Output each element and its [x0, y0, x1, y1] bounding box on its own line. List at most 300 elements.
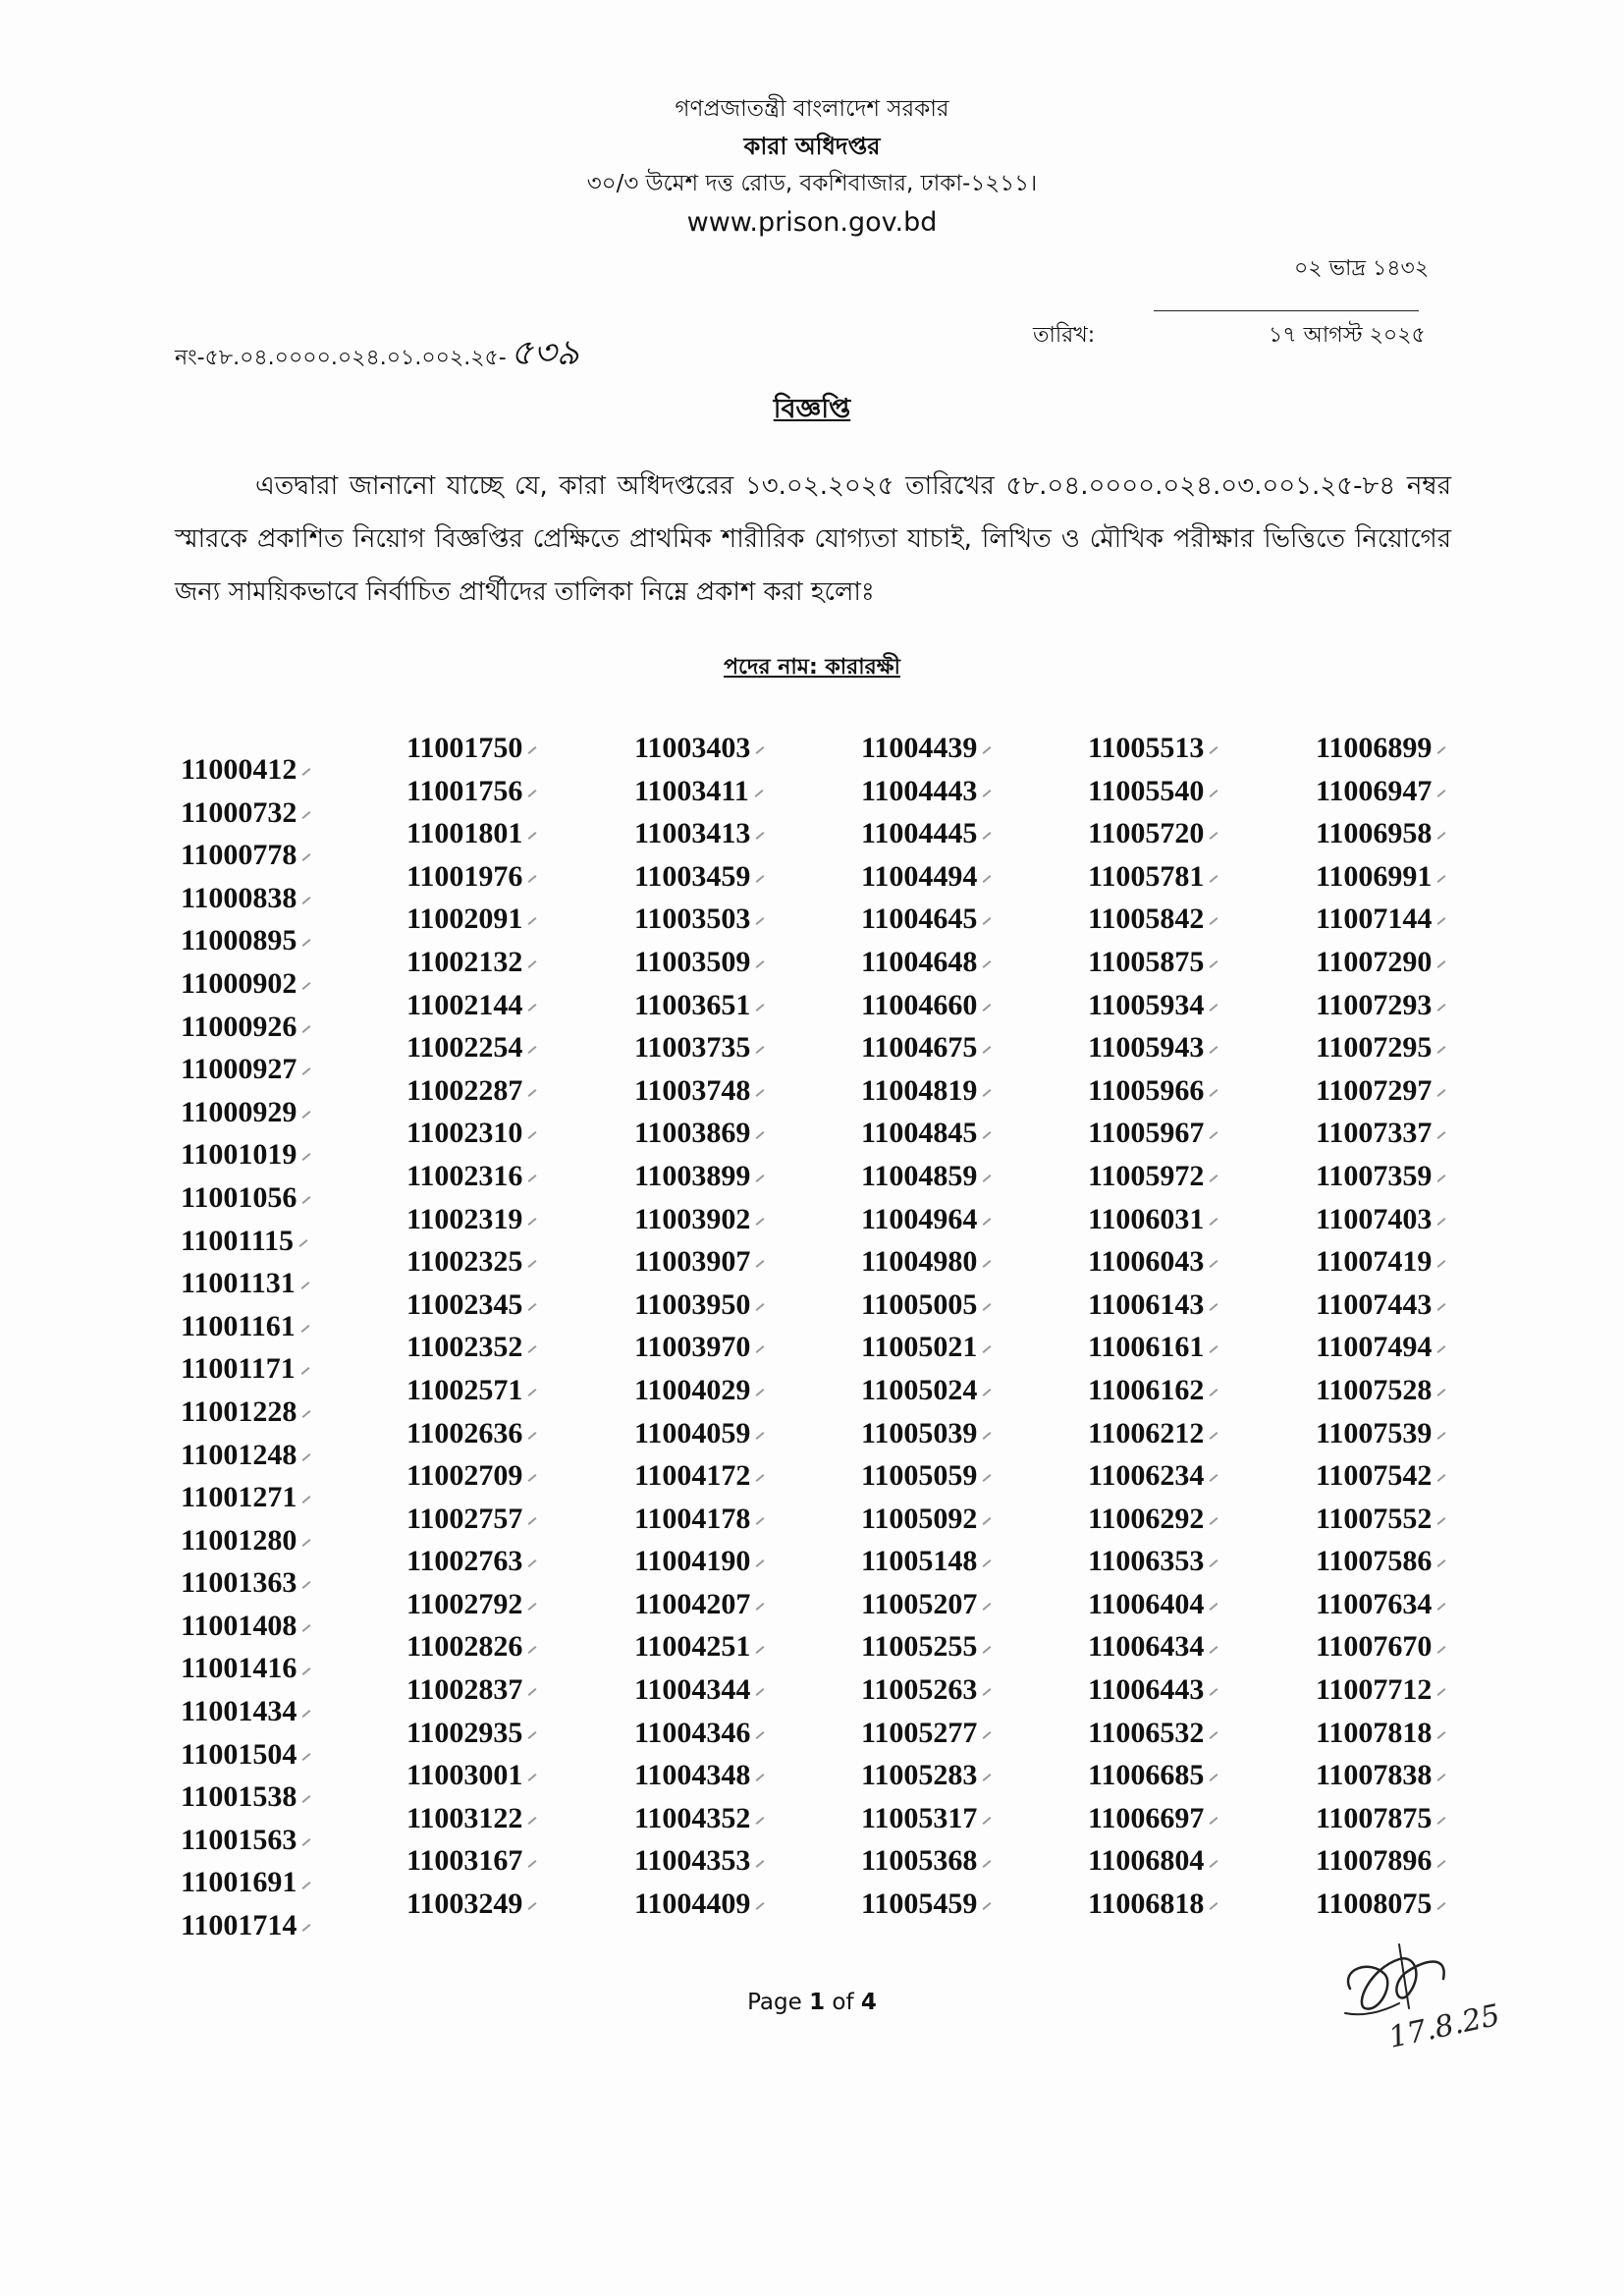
check-mark-icon — [756, 1688, 765, 1696]
roll-number-text: 11006947 — [1316, 774, 1433, 807]
roll-number-text: 11007419 — [1316, 1245, 1433, 1279]
check-mark-icon — [756, 1902, 765, 1910]
roll-number-text: 11006161 — [1088, 1331, 1205, 1364]
candidate-roll-number — [861, 1583, 992, 1626]
candidate-roll-number — [181, 1434, 311, 1477]
candidate-roll-number — [1088, 1026, 1218, 1069]
roll-number-text: 11002935 — [406, 1716, 523, 1749]
candidate-column — [406, 727, 537, 1926]
check-mark-icon — [1210, 1559, 1218, 1567]
roll-number-text: 11001691 — [181, 1866, 298, 1899]
candidate-roll-number — [1316, 1797, 1446, 1840]
roll-number-text: 11000895 — [181, 924, 298, 957]
candidate-roll-number — [181, 877, 311, 920]
roll-number-text: 11005540 — [1088, 774, 1205, 807]
roll-number-text: 11001563 — [181, 1823, 298, 1856]
check-mark-icon — [1210, 1474, 1218, 1482]
check-mark-icon — [1437, 1731, 1446, 1739]
check-mark-icon — [756, 1004, 765, 1011]
check-mark-icon — [1437, 1474, 1446, 1482]
roll-number-text: 11006043 — [1088, 1245, 1205, 1279]
roll-number-text: 11001714 — [181, 1909, 298, 1942]
roll-number-text: 11005148 — [861, 1545, 978, 1578]
roll-number-text: 11003503 — [634, 902, 751, 936]
check-mark-icon — [1210, 1731, 1218, 1739]
check-mark-icon — [756, 1731, 765, 1739]
candidate-roll-number — [406, 727, 537, 770]
check-mark-icon — [983, 1474, 992, 1482]
check-mark-icon — [983, 1260, 992, 1268]
candidate-roll-number — [406, 1284, 537, 1327]
candidate-roll-number — [181, 1091, 311, 1134]
candidate-roll-number — [1088, 1583, 1218, 1626]
check-mark-icon — [528, 1860, 537, 1868]
candidate-roll-number — [634, 1155, 765, 1198]
roll-number-text: 11003902 — [634, 1202, 751, 1235]
candidate-roll-number — [406, 1412, 537, 1455]
check-mark-icon — [302, 1196, 311, 1204]
roll-number-text: 11004353 — [634, 1844, 751, 1878]
roll-number-text: 11004845 — [861, 1117, 978, 1150]
check-mark-icon — [299, 1239, 308, 1247]
roll-number-text: 11005005 — [861, 1287, 978, 1321]
check-mark-icon — [756, 1860, 765, 1868]
check-mark-icon — [1210, 1303, 1218, 1311]
roll-number-text: 11004439 — [861, 732, 978, 764]
check-mark-icon — [983, 1688, 992, 1696]
candidate-roll-number — [181, 962, 311, 1006]
check-mark-icon — [300, 1282, 309, 1289]
candidate-roll-number — [181, 1733, 311, 1777]
government-name: গণপ্রজাতন্ত্রী বাংলাদেশ সরকার — [675, 96, 949, 122]
candidate-roll-number — [406, 1155, 537, 1198]
check-mark-icon — [528, 1175, 537, 1182]
candidate-roll-number — [861, 1369, 992, 1412]
check-mark-icon — [1437, 1559, 1446, 1567]
roll-number-text: 11005934 — [1088, 988, 1205, 1021]
roll-number-text: 11003509 — [634, 945, 751, 978]
website-url: www.prison.gov.bd — [686, 207, 938, 238]
check-mark-icon — [528, 1517, 537, 1525]
candidate-column — [181, 748, 311, 1947]
roll-number-text: 11007634 — [1316, 1587, 1433, 1620]
roll-number-text: 11007359 — [1316, 1159, 1433, 1192]
check-mark-icon — [1210, 790, 1218, 797]
candidate-roll-number — [634, 727, 765, 770]
candidate-roll-number — [181, 1690, 311, 1733]
check-mark-icon — [1210, 1432, 1218, 1440]
roll-number-text: 11001538 — [181, 1780, 298, 1814]
candidate-roll-number — [861, 1240, 992, 1284]
candidate-roll-number — [861, 1284, 992, 1327]
check-mark-icon — [1437, 1046, 1446, 1054]
check-mark-icon — [1210, 1046, 1218, 1054]
candidate-roll-number — [1088, 1369, 1218, 1412]
roll-number-text: 11005368 — [861, 1844, 978, 1878]
check-mark-icon — [983, 1731, 992, 1739]
check-mark-icon — [756, 1774, 765, 1781]
candidate-roll-number — [634, 1369, 765, 1412]
check-mark-icon — [1437, 1389, 1446, 1396]
check-mark-icon — [1437, 875, 1446, 883]
candidate-roll-number — [1088, 1712, 1218, 1755]
check-mark-icon — [756, 1432, 765, 1440]
roll-number-text: 11003167 — [406, 1844, 523, 1878]
check-mark-icon — [756, 1175, 765, 1182]
roll-number-text: 11000732 — [181, 795, 298, 829]
candidate-roll-number — [181, 1305, 311, 1348]
candidate-roll-number — [861, 1498, 992, 1541]
roll-number-text: 11004964 — [861, 1202, 978, 1235]
roll-number-text: 11005967 — [1088, 1117, 1205, 1150]
roll-number-text: 11005283 — [861, 1759, 978, 1792]
check-mark-icon — [1210, 918, 1218, 926]
office-name: কারা অধিদপ্তর — [743, 133, 881, 160]
roll-number-text: 11006031 — [1088, 1202, 1205, 1235]
roll-number-text: 11002352 — [406, 1331, 523, 1364]
candidate-roll-number — [181, 748, 311, 792]
check-mark-icon — [1437, 1817, 1446, 1825]
candidate-roll-number — [406, 1540, 537, 1583]
roll-number-text: 11005459 — [861, 1887, 978, 1921]
roll-number-text: 11002319 — [406, 1202, 523, 1235]
candidate-roll-number — [861, 1754, 992, 1797]
candidate-roll-number — [634, 941, 765, 984]
roll-number-text: 11006532 — [1088, 1716, 1205, 1749]
roll-number-text: 11001801 — [406, 817, 523, 850]
candidate-roll-number — [634, 1284, 765, 1327]
roll-number-text: 11007144 — [1316, 902, 1433, 936]
roll-number-text: 11007443 — [1316, 1287, 1433, 1321]
roll-number-text: 11002287 — [406, 1073, 523, 1107]
check-mark-icon — [983, 1175, 992, 1182]
candidate-roll-number — [1316, 1240, 1446, 1284]
candidate-roll-number — [406, 1625, 537, 1668]
roll-number-text: 11002310 — [406, 1117, 523, 1150]
candidate-roll-number — [634, 1454, 765, 1498]
candidate-roll-number — [1088, 1454, 1218, 1498]
check-mark-icon — [1210, 1688, 1218, 1696]
check-mark-icon — [756, 1474, 765, 1482]
candidate-roll-number — [406, 1797, 537, 1840]
check-mark-icon — [302, 1067, 311, 1075]
candidate-roll-number — [634, 1540, 765, 1583]
roll-number-text: 11005966 — [1088, 1073, 1205, 1107]
check-mark-icon — [1437, 1175, 1446, 1182]
candidate-roll-number — [1316, 1284, 1446, 1327]
roll-number-text: 11001408 — [181, 1609, 298, 1642]
candidate-roll-number — [1316, 1883, 1446, 1926]
roll-number-text: 11002792 — [406, 1587, 523, 1620]
candidate-roll-number — [181, 1176, 311, 1220]
candidate-roll-number — [1316, 1754, 1446, 1797]
roll-number-text: 11002571 — [406, 1373, 523, 1406]
roll-number-text: 11002144 — [406, 988, 523, 1021]
check-mark-icon — [1210, 875, 1218, 883]
check-mark-icon — [983, 1646, 992, 1654]
candidate-roll-number — [181, 834, 311, 877]
roll-number-text: 11005255 — [861, 1630, 978, 1664]
check-mark-icon — [302, 1453, 311, 1461]
roll-number-text: 11007295 — [1316, 1031, 1433, 1065]
candidate-roll-number — [181, 1605, 311, 1648]
candidate-roll-number — [406, 812, 537, 855]
candidate-roll-number — [634, 1326, 765, 1369]
roll-number-text: 11006404 — [1088, 1587, 1205, 1620]
roll-number-text: 11003001 — [406, 1759, 523, 1792]
roll-number-text: 11005207 — [861, 1587, 978, 1620]
roll-number-text: 11004251 — [634, 1630, 751, 1664]
check-mark-icon — [756, 1089, 765, 1097]
roll-number-text: 11005092 — [861, 1502, 978, 1535]
check-mark-icon — [528, 1559, 537, 1567]
check-mark-icon — [528, 1603, 537, 1611]
roll-number-text: 11006162 — [1088, 1373, 1205, 1406]
check-mark-icon — [983, 832, 992, 840]
roll-number-text: 11001750 — [406, 732, 523, 764]
check-mark-icon — [1210, 1646, 1218, 1654]
check-mark-icon — [756, 918, 765, 926]
check-mark-icon — [1437, 1131, 1446, 1139]
roll-number-text: 11002826 — [406, 1630, 523, 1664]
candidate-roll-number — [1088, 1198, 1218, 1241]
roll-number-text: 11002763 — [406, 1545, 523, 1578]
check-mark-icon — [756, 960, 765, 968]
roll-number-text: 11004352 — [634, 1801, 751, 1834]
roll-number-text: 11006212 — [1088, 1416, 1205, 1449]
check-mark-icon — [1437, 1218, 1446, 1226]
check-mark-icon — [756, 1046, 765, 1054]
candidate-roll-number — [1316, 727, 1446, 770]
candidate-roll-number — [634, 1625, 765, 1668]
roll-number-text: 11007818 — [1316, 1716, 1433, 1749]
candidate-roll-number — [1316, 898, 1446, 941]
candidate-roll-number — [406, 984, 537, 1027]
check-mark-icon — [528, 832, 537, 840]
check-mark-icon — [302, 1710, 311, 1718]
candidate-roll-number — [181, 1048, 311, 1091]
roll-number-text: 11006958 — [1316, 817, 1433, 850]
roll-number-text: 11001171 — [181, 1352, 296, 1386]
roll-number-text: 11005317 — [861, 1801, 978, 1834]
check-mark-icon — [302, 811, 311, 819]
check-mark-icon — [983, 1303, 992, 1311]
check-mark-icon — [1437, 1260, 1446, 1268]
candidate-roll-number — [861, 1839, 992, 1883]
check-mark-icon — [302, 1410, 311, 1418]
candidate-roll-number — [861, 1668, 992, 1712]
roll-number-text: 11003403 — [634, 732, 751, 764]
check-mark-icon — [983, 1559, 992, 1567]
check-mark-icon — [983, 1860, 992, 1868]
roll-number-text: 11006685 — [1088, 1759, 1205, 1792]
check-mark-icon — [983, 960, 992, 968]
check-mark-icon — [1437, 1004, 1446, 1011]
candidate-roll-number — [634, 855, 765, 899]
check-mark-icon — [528, 1345, 537, 1353]
candidate-roll-number — [634, 1498, 765, 1541]
memo-number — [175, 326, 579, 385]
roll-number-text: 11007838 — [1316, 1759, 1433, 1792]
check-mark-icon — [528, 960, 537, 968]
roll-number-text: 11001434 — [181, 1695, 298, 1728]
check-mark-icon — [1210, 1089, 1218, 1097]
roll-number-text: 11004346 — [634, 1716, 751, 1749]
check-mark-icon — [983, 1046, 992, 1054]
roll-number-text: 11001115 — [181, 1224, 295, 1257]
candidate-roll-number — [861, 1112, 992, 1155]
roll-number-text: 11004059 — [634, 1416, 751, 1449]
roll-number-text: 11000926 — [181, 1010, 298, 1043]
candidate-roll-number — [861, 1540, 992, 1583]
candidate-roll-number — [1088, 1625, 1218, 1668]
roll-number-text: 11001756 — [406, 774, 523, 807]
check-mark-icon — [754, 790, 763, 797]
candidate-roll-number — [634, 1198, 765, 1241]
candidate-roll-number — [406, 1583, 537, 1626]
candidate-roll-number — [406, 1839, 537, 1883]
roll-number-text: 11007542 — [1316, 1459, 1433, 1493]
candidate-roll-number — [861, 1069, 992, 1113]
roll-number-text: 11003459 — [634, 859, 751, 893]
check-mark-icon — [1437, 1902, 1446, 1910]
check-mark-icon — [983, 1345, 992, 1353]
check-mark-icon — [1210, 1860, 1218, 1868]
candidate-roll-number — [181, 1904, 311, 1947]
check-mark-icon — [1437, 746, 1446, 754]
roll-number-text: 11003748 — [634, 1073, 751, 1107]
candidate-roll-number — [861, 1412, 992, 1455]
roll-number-text: 11008075 — [1316, 1887, 1433, 1921]
roll-number-text: 11007494 — [1316, 1331, 1433, 1364]
check-mark-icon — [983, 875, 992, 883]
check-mark-icon — [1437, 1089, 1446, 1097]
candidate-roll-number — [1316, 1155, 1446, 1198]
check-mark-icon — [756, 1131, 765, 1139]
check-mark-icon — [302, 1581, 311, 1589]
check-mark-icon — [1437, 832, 1446, 840]
candidate-roll-number — [861, 1712, 992, 1755]
signature-with-date — [1330, 1940, 1537, 2057]
roll-number-text: 11002091 — [406, 902, 523, 936]
check-mark-icon — [1437, 960, 1446, 968]
check-mark-icon — [756, 1218, 765, 1226]
candidate-column — [1088, 727, 1218, 1926]
candidate-roll-number — [1088, 898, 1218, 941]
candidate-roll-number — [861, 770, 992, 813]
roll-number-text: 11007712 — [1316, 1673, 1433, 1707]
check-mark-icon — [302, 1025, 311, 1033]
check-mark-icon — [528, 1432, 537, 1440]
candidate-roll-number — [181, 1776, 311, 1819]
roll-number-text: 11005875 — [1088, 945, 1205, 978]
check-mark-icon — [302, 940, 311, 948]
check-mark-icon — [1437, 1432, 1446, 1440]
candidate-roll-number — [861, 1155, 992, 1198]
check-mark-icon — [983, 1131, 992, 1139]
check-mark-icon — [1437, 1860, 1446, 1868]
candidate-roll-number — [1316, 855, 1446, 899]
roll-number-text: 11002316 — [406, 1159, 523, 1192]
roll-number-text: 11001228 — [181, 1394, 298, 1428]
check-mark-icon — [302, 1624, 311, 1632]
candidate-roll-number — [634, 898, 765, 941]
check-mark-icon — [983, 1517, 992, 1525]
roll-number-text: 11004494 — [861, 859, 978, 893]
check-mark-icon — [983, 918, 992, 926]
roll-number-text: 11004207 — [634, 1587, 751, 1620]
roll-number-text: 11002325 — [406, 1245, 523, 1279]
check-mark-icon — [1210, 1218, 1218, 1226]
candidate-roll-number — [1316, 1454, 1446, 1498]
candidate-roll-number — [634, 812, 765, 855]
candidate-roll-number — [1088, 1754, 1218, 1797]
check-mark-icon — [756, 1260, 765, 1268]
check-mark-icon — [528, 1004, 537, 1011]
roll-number-text: 11005781 — [1088, 859, 1205, 893]
check-mark-icon — [528, 1731, 537, 1739]
check-mark-icon — [302, 1838, 311, 1846]
roll-number-text: 11004675 — [861, 1031, 978, 1065]
candidate-roll-number — [406, 1240, 537, 1284]
candidate-roll-number — [1088, 770, 1218, 813]
candidate-roll-number — [1316, 1369, 1446, 1412]
roll-number-text: 11007290 — [1316, 945, 1433, 978]
check-mark-icon — [1210, 832, 1218, 840]
roll-number-text: 11007875 — [1316, 1801, 1433, 1834]
candidate-roll-number — [181, 1133, 311, 1176]
roll-number-text: 11004344 — [634, 1673, 751, 1707]
candidate-roll-number — [634, 1112, 765, 1155]
roll-number-text: 11000929 — [181, 1095, 298, 1128]
roll-number-text: 11006991 — [1316, 859, 1433, 893]
roll-number-text: 11006143 — [1088, 1287, 1205, 1321]
roll-number-text: 11003651 — [634, 988, 751, 1021]
roll-number-text: 11002757 — [406, 1502, 523, 1535]
candidate-roll-number — [1316, 1498, 1446, 1541]
check-mark-icon — [528, 790, 537, 797]
candidate-roll-number — [181, 1519, 311, 1562]
candidate-roll-number — [861, 1026, 992, 1069]
check-mark-icon — [983, 1774, 992, 1781]
candidate-roll-number — [1088, 812, 1218, 855]
letterhead — [0, 90, 1624, 244]
roll-number-text: 11000927 — [181, 1053, 298, 1086]
check-mark-icon — [1437, 1774, 1446, 1781]
check-mark-icon — [302, 1795, 311, 1803]
roll-number-text: 11001161 — [181, 1309, 296, 1342]
candidate-column — [634, 727, 765, 1926]
candidate-roll-number — [1316, 1026, 1446, 1069]
candidate-roll-number — [406, 1454, 537, 1498]
check-mark-icon — [983, 1432, 992, 1440]
check-mark-icon — [302, 768, 311, 776]
check-mark-icon — [1210, 1902, 1218, 1910]
candidate-roll-number — [1088, 1883, 1218, 1926]
check-mark-icon — [528, 1260, 537, 1268]
roll-number-text: 11005513 — [1088, 732, 1205, 764]
candidate-roll-number — [634, 1026, 765, 1069]
candidate-roll-number — [861, 812, 992, 855]
check-mark-icon — [1210, 1260, 1218, 1268]
roll-number-text: 11001056 — [181, 1180, 298, 1214]
candidate-roll-number — [1088, 1069, 1218, 1113]
candidate-roll-number — [861, 898, 992, 941]
roll-number-text: 11005059 — [861, 1459, 978, 1493]
roll-number-text: 11001019 — [181, 1138, 298, 1172]
candidate-roll-number — [861, 1797, 992, 1840]
candidate-roll-number — [1316, 1625, 1446, 1668]
